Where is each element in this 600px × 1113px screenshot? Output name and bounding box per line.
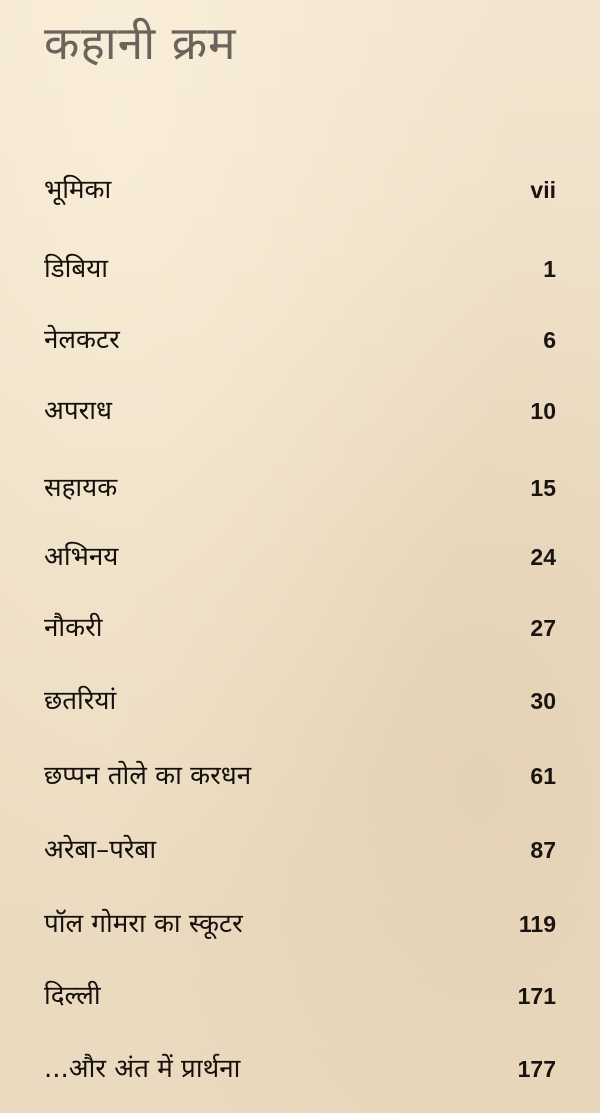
- toc-entry-page: 10: [530, 397, 556, 424]
- toc-entry: [44, 828, 556, 872]
- toc-entry-page: 177: [517, 1055, 556, 1082]
- toc-entry: [44, 168, 556, 212]
- toc-entry-page: 119: [518, 910, 556, 937]
- toc-entry-title: भूमिका: [44, 175, 112, 205]
- toc-entry-page: 30: [530, 687, 556, 714]
- toc-entry-title: डिबिया: [44, 254, 109, 284]
- toc-entry-title: अपराध: [44, 396, 112, 426]
- toc-entry-title: नौकरी: [44, 613, 103, 643]
- toc-entry: [44, 974, 556, 1018]
- toc-entry: [44, 679, 556, 723]
- toc-entry-page: 27: [530, 614, 556, 641]
- toc-entry: [44, 535, 556, 579]
- toc-entry: [44, 754, 556, 798]
- toc-entry-page: 171: [517, 982, 556, 1009]
- toc-entry-page: vii: [530, 176, 556, 203]
- toc-entry: [44, 318, 556, 362]
- toc-entry: [44, 389, 556, 433]
- toc-entry-page: 1: [543, 255, 556, 282]
- toc-entry-title: अभिनय: [44, 542, 119, 572]
- toc-entry: [44, 606, 556, 650]
- toc-entry-page: 61: [530, 762, 556, 789]
- toc-entry-title: छतरियां: [44, 686, 117, 716]
- toc-entry: [44, 466, 556, 510]
- toc-entry: [44, 902, 556, 946]
- toc-entry-page: 6: [543, 326, 556, 353]
- toc-entry: [44, 247, 556, 291]
- toc-entry-title: अरेबा–परेबा: [44, 835, 157, 865]
- toc-entry-page: 87: [530, 836, 556, 863]
- toc-entry-title: सहायक: [44, 473, 118, 503]
- toc-entry: [44, 1047, 556, 1091]
- toc-entry-page: 15: [530, 474, 556, 501]
- toc-entry-title: दिल्ली: [44, 981, 101, 1011]
- toc-entry-title: ...और अंत में प्रार्थना: [44, 1054, 241, 1084]
- page-title: कहानी क्रम: [44, 16, 237, 70]
- toc-entry-title: छप्पन तोले का करधन: [44, 761, 252, 791]
- toc-entry-title: नेलकटर: [44, 325, 120, 355]
- toc-entry-title: पॉल गोमरा का स्कूटर: [44, 909, 243, 939]
- toc-entry-page: 24: [530, 543, 556, 570]
